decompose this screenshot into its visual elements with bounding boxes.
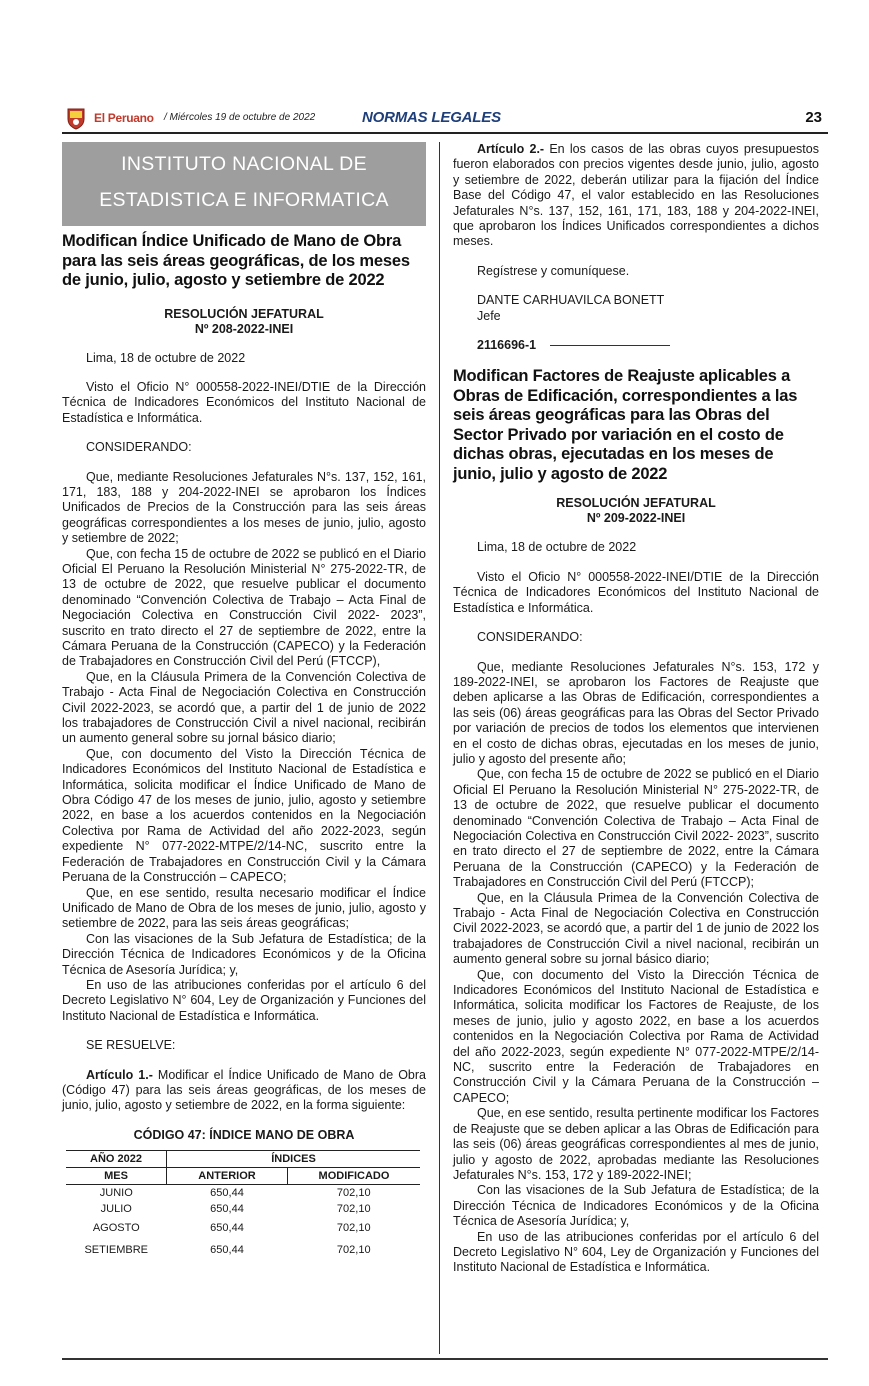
row-month: JUNIO bbox=[99, 1186, 133, 1199]
resolution-number-208 bbox=[62, 307, 426, 337]
article-1-text: Modificar el Índice Unificado de Mano de Obra (Código 47) para las seis áreas geográficas, de los meses de junio, julio, agosto y setiembre de 2022, en la forma siguiente: bbox=[62, 1067, 426, 1113]
row-mod: 702,10 bbox=[336, 1186, 371, 1199]
left-column bbox=[62, 142, 426, 1261]
considerando-p5: Que, en ese sentido, resulta pertinente modificar los Factores de Reajuste que se deben aplicar a las Obras de Edificación para las seis (06) áreas geográficas correspondientes al mes de junio, julio y agosto de 2022, aprobadas mediante las Resoluciones Jefaturales N°s. 153, 172 y 189-2022-INEI; bbox=[453, 1106, 819, 1182]
table-row bbox=[66, 1217, 420, 1239]
table-header-month: MES bbox=[66, 1167, 167, 1184]
institution-banner bbox=[62, 142, 426, 226]
considerando-p1: Que, mediante Resoluciones Jefaturales N°s. 153, 172 y 189-2022-INEI, se aprobaron los Factores de Reajuste que deben aplicarse a las Obras de Edificación, correspondientes a las seis (06) áreas geográficas para las Obras del Sector Privado por variación de precios de todos los elementos que intervienen en el costo de dichas obras, ejecutadas en los meses de junio, julio y agosto del presente año; bbox=[453, 659, 819, 766]
article-2 bbox=[453, 142, 819, 250]
table-header-prev: ANTERIOR bbox=[167, 1167, 288, 1184]
row-prev: 650,44 bbox=[210, 1202, 244, 1215]
res-type: RESOLUCIÓN JEFATURAL bbox=[556, 496, 716, 511]
considerando-p5: Que, en ese sentido, resulta necesario modificar el Índice Unificado de Mano de Obra de los meses de junio, julio, agosto y setiembre de 2022, para las seis áreas geográficas; bbox=[62, 885, 426, 931]
row-mod: 702,10 bbox=[336, 1221, 371, 1234]
resolution-title-209: Modifican Factores de Reajuste aplicables a Obras de Edificación, correspondientes a las seis áreas geográficas para las Obras del Sector Privado por variación en el costo de dichas obras, ejecutadas en los meses de junio, julio y agosto de 2022 bbox=[453, 367, 798, 483]
table-row bbox=[66, 1184, 420, 1201]
issue-date: / Miércoles 19 de octubre de 2022 bbox=[164, 112, 316, 123]
considerando-p4: Que, con documento del Visto la Dirección Técnica de Indicadores Económicos del Instituto Nacional de Estadística e Informática, solicita modificar el Índice Unificado de Mano de Obra Código 47 de los meses de junio, julio, agosto y setiembre 2022, en base a los acuerdos contenidos en la Negociación Colectiva por Rama de Actividad del año 2022-2023, según expediente N° 077-2022-MTPE/2/14-NC, suscrito entre la Federación de Trabajadores en Construcción Civil y la Cámara Peruana de la Construcción – CAPECO; bbox=[62, 746, 426, 885]
page-header bbox=[62, 100, 828, 134]
index-table bbox=[66, 1150, 420, 1261]
place-date: Lima, 18 de octubre de 2022 bbox=[86, 350, 246, 365]
considerando-p3: Que, en la Cláusula Primera de la Convención Colectiva de Trabajo - Acta Final de Negociación Colectiva en Construcción Civil 2022-2023, se acordó que, a partir del 1 de junio de 2022 los trabajadores de Construcción Civil a nivel nacional, recibirán un aumento general sobre su jornal básico diario; bbox=[62, 669, 426, 746]
place-date: Lima, 18 de octubre de 2022 bbox=[477, 540, 637, 555]
considerando-heading: CONSIDERANDO: bbox=[477, 630, 583, 645]
considerando-p1: Que, mediante Resoluciones Jefaturales N°s. 137, 152, 161, 171, 183, 188 y 204-2022-INEI se aprobaron los Índices Unificados de Precios de la Construcción para las seis áreas geográficas correspondientes a los meses de junio, julio, agosto y setiembre de 2022; bbox=[62, 469, 426, 546]
registrese: Regístrese y comuníquese. bbox=[477, 263, 630, 278]
considerando-p3: Que, en la Cláusula Primea de la Convención Colectiva de Trabajo - Acta Final de Negociación Colectiva en Construcción Civil 2022-2023, se acordó que, a partir del 1 de junio de 2022 los trabajadores de Construcción Civil a nivel nacional, recibirán un aumento general sobre su jornal básico diario; bbox=[453, 890, 819, 967]
section-title: NORMAS LEGALES bbox=[362, 109, 501, 126]
article-1-label: Artículo 1.- bbox=[86, 1067, 153, 1082]
institution-line-1: INSTITUTO NACIONAL DE bbox=[121, 153, 367, 175]
considerando-p6: Con las visaciones de la Sub Jefatura de Estadística; de la Dirección Técnica de Indicadores Económicos y de la Oficina Técnica de Asesoría Jurídica; y, bbox=[453, 1183, 819, 1229]
table-row bbox=[66, 1201, 420, 1217]
institution-line-2: ESTADISTICA E INFORMATICA bbox=[99, 189, 389, 211]
se-resuelve-heading: SE RESUELVE: bbox=[86, 1038, 176, 1053]
signer-role: Jefe bbox=[477, 308, 501, 323]
publication-code-value: 2116696-1 bbox=[477, 338, 537, 353]
table-title: CÓDIGO 47: ÍNDICE MANO DE OBRA bbox=[133, 1127, 355, 1142]
row-month: SETIEMBRE bbox=[84, 1243, 149, 1256]
considerando-p4: Que, con documento del Visto la Dirección Técnica de Indicadores Económicos del Instituto Nacional de Estadística e Informática, solicita modificar los Factores de Reajuste, de los meses de junio, julio y agosto 2022, en base a los acuerdos contenidos en la Negociación Colectiva por Rama de Actividad del año 2022-2023, según expediente N° 077-2022-MTPE/2/14-NC, suscrito entre la Federación de Trabajadores en Construcción Civil y la Cámara Peruana de la Construcción – CAPECO; bbox=[453, 967, 819, 1105]
separator-rule bbox=[550, 345, 670, 346]
column-separator bbox=[439, 142, 440, 1354]
coat-of-arms-icon bbox=[64, 106, 88, 130]
row-mod: 702,10 bbox=[336, 1202, 371, 1215]
article-2-text: En los casos de las obras cuyos presupuestos fueron elaborados con precios vigentes desde junio, julio, agosto y setiembre de 2022, deberán utilizar para la fijación del Índice Base del Código 47, el valor establecido en las Resoluciones Jefaturales N°s. 137, 152, 161, 171, 183, 188 y 204-2022-INEI, que aprobaron los Índices Unificados correspondientes a dichos meses. bbox=[453, 142, 819, 249]
right-column bbox=[453, 142, 819, 1276]
considerando-p6: Con las visaciones de la Sub Jefatura de Estadística; de la Dirección Técnica de Indicadores Económicos y de la Oficina Técnica de Asesoría Jurídica; y, bbox=[62, 931, 426, 977]
considerando-p2: Que, con fecha 15 de octubre de 2022 se publicó en el Diario Oficial El Peruano la Resolución Ministerial N° 275-2022-TR, de 13 de octubre de 2022, que resuelve publicar el documento denominado “Convención Colectiva de Trabajo – Acta Final de Negociación Colectiva en Construcción Civil 2022- 2023”, suscrito en trato directo el 27 de septiembre de 2022, entre la Cámara Peruana de la Construcción (CAPECO) y la Federación de Trabajadores en Construcción Civil del Perú (FTCCP); bbox=[453, 767, 819, 890]
considerando-p7: En uso de las atribuciones conferidas por el artículo 6 del Decreto Legislativo N° 604, Ley de Organización y Funciones del Instituto Nacional de Estadística e Informática. bbox=[62, 977, 426, 1023]
table-header-mod: MODIFICADO bbox=[288, 1167, 421, 1184]
resolution-number-209 bbox=[453, 496, 819, 526]
considerando-heading: CONSIDERANDO: bbox=[86, 440, 192, 455]
res-number: Nº 209-2022-INEI bbox=[586, 511, 686, 526]
publication-code bbox=[453, 338, 819, 353]
considerando-p7: En uso de las atribuciones conferidas por el artículo 6 del Decreto Legislativo N° 604, Ley de Organización y Funciones del Instituto Nacional de Estadística e Informática. bbox=[453, 1229, 819, 1275]
visto-paragraph: Visto el Oficio N° 000558-2022-INEI/DTIE de la Dirección Técnica de Indicadores Económicos del Instituto Nacional de Estadística e Informática. bbox=[62, 379, 426, 425]
visto-paragraph: Visto el Oficio N° 000558-2022-INEI/DTIE de la Dirección Técnica de Indicadores Económicos del Instituto Nacional de Estadística e Informática. bbox=[453, 569, 819, 615]
page-number: 23 bbox=[805, 109, 822, 126]
table-header-year: AÑO 2022 bbox=[66, 1150, 167, 1167]
row-prev: 650,44 bbox=[210, 1243, 244, 1256]
row-prev: 650,44 bbox=[210, 1221, 244, 1234]
table-row bbox=[66, 1239, 420, 1261]
row-mod: 702,10 bbox=[336, 1243, 371, 1256]
row-prev: 650,44 bbox=[210, 1186, 244, 1199]
article-2-label: Artículo 2.- bbox=[477, 142, 545, 156]
row-month: JULIO bbox=[100, 1202, 132, 1215]
footer-rule bbox=[62, 1358, 828, 1360]
table-header-indices: ÍNDICES bbox=[167, 1150, 421, 1167]
resolution-title-208: Modifican Índice Unificado de Mano de Obra para las seis áreas geográficas, de los meses de junio, julio, agosto y setiembre de 2022 bbox=[62, 232, 410, 289]
header-rule bbox=[62, 132, 828, 134]
newspaper-brand: El Peruano bbox=[94, 111, 154, 125]
considerando-p2: Que, con fecha 15 de octubre de 2022 se publicó en el Diario Oficial El Peruano la Resolución Ministerial N° 275-2022-TR, de 13 de octubre de 2022, que resuelve publicar el documento denominado “Convención Colectiva de Trabajo – Acta Final de Negociación Colectiva en Construcción Civil 2022- 2023”, suscrito en trato directo el 27 de septiembre de 2022, entre la Cámara Peruana de la Construcción (CAPECO) y la Federación de Trabajadores en Construcción Civil del Perú (FTCCP), bbox=[62, 546, 426, 669]
res-type: RESOLUCIÓN JEFATURAL bbox=[164, 306, 324, 321]
res-number: Nº 208-2022-INEI bbox=[194, 321, 294, 336]
row-month: AGOSTO bbox=[92, 1221, 140, 1234]
article-1 bbox=[62, 1068, 426, 1114]
signer-name: DANTE CARHUAVILCA BONETT bbox=[477, 293, 665, 308]
